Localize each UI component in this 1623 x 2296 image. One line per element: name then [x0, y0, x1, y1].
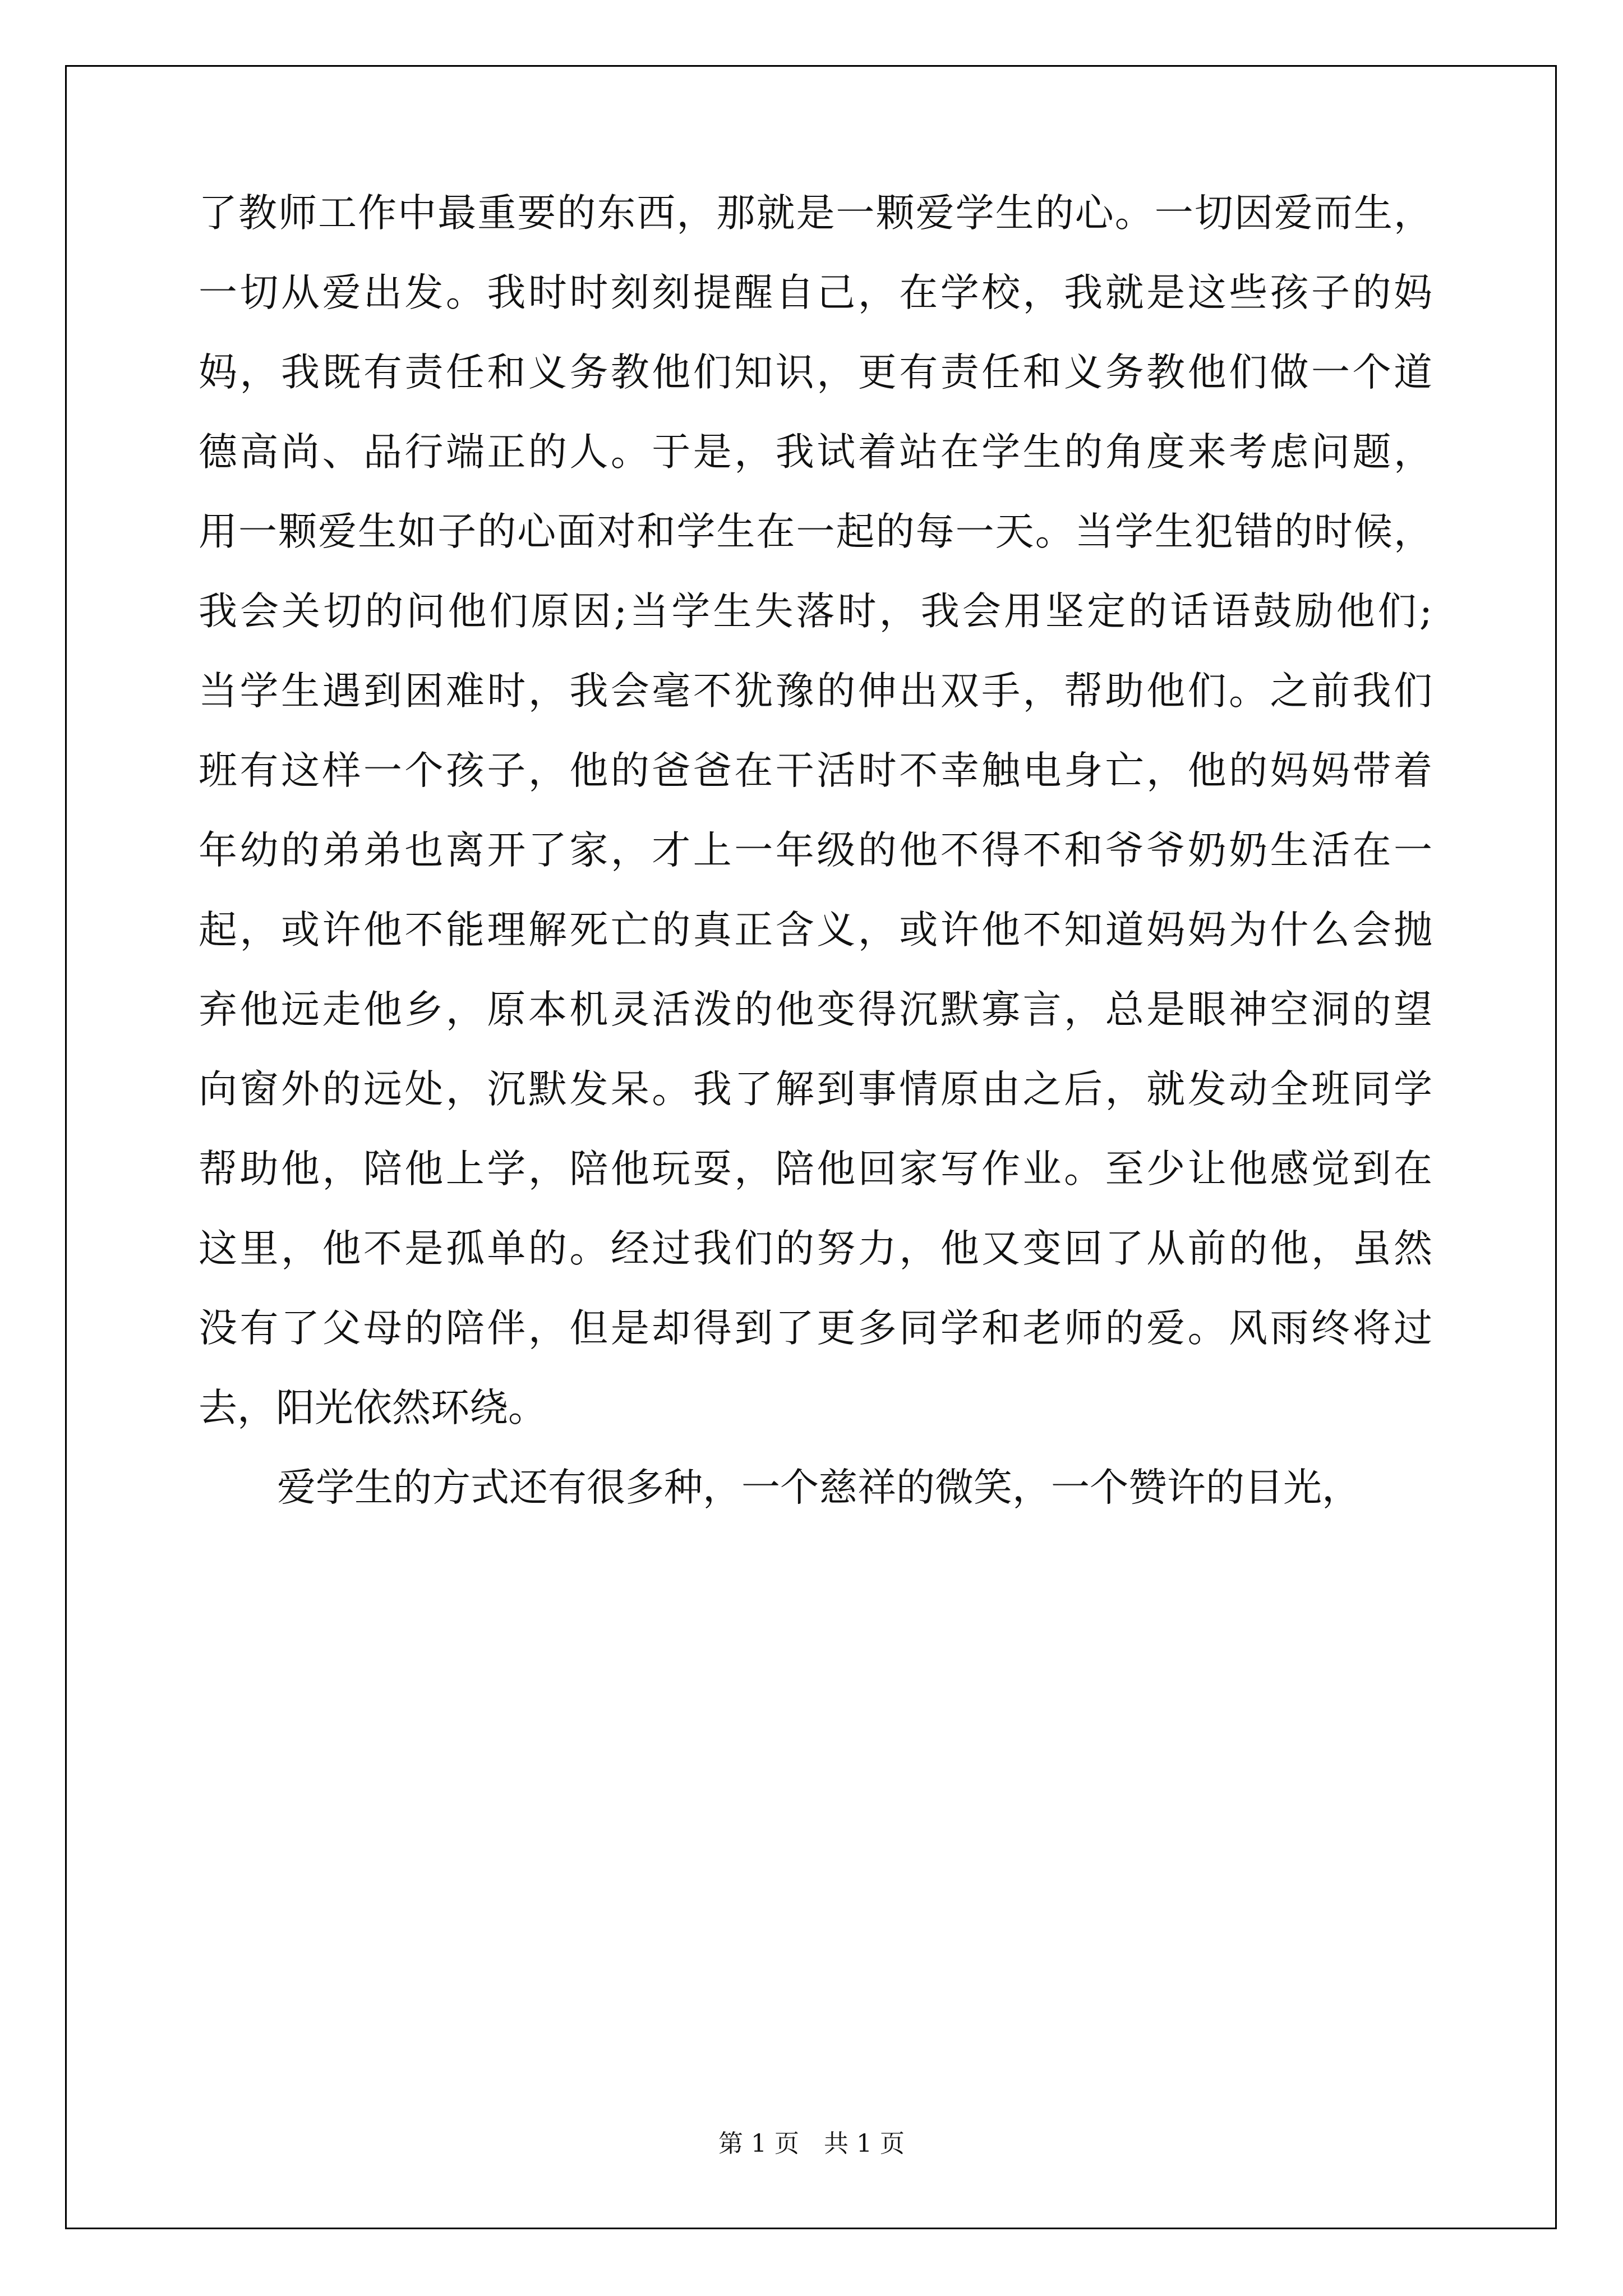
text-line: 妈，我既有责任和义务教他们知识，更有责任和义务教他们做一个道: [199, 350, 1432, 395]
text-line: 起，或许他不能理解死亡的真正含义，或许他不知道妈妈为什么会抛: [199, 908, 1432, 953]
text-line: 向窗外的远处，沉默发呆。我了解到事情原由之后，就发动全班同学: [199, 1067, 1432, 1112]
text-line: 弃他远走他乡，原本机灵活泼的他变得沉默寡言，总是眼神空洞的望: [199, 987, 1432, 1032]
text-line: 爱学生的方式还有很多种，一个慈祥的微笑，一个赞许的目光，: [277, 1465, 1361, 1510]
text-line: 一切从爱出发。我时时刻刻提醒自己，在学校，我就是这些孩子的妈: [199, 270, 1432, 315]
text-line: 没有了父母的陪伴，但是却得到了更多同学和老师的爱。风雨终将过: [199, 1306, 1432, 1351]
page-number-footer: 第 1 页 共 1 页: [718, 2129, 905, 2158]
text-line: 班有这样一个孩子，他的爸爸在干活时不幸触电身亡，他的妈妈带着: [199, 748, 1432, 793]
text-line: 我会关切的问他们原因;当学生失落时，我会用坚定的话语鼓励他们;: [199, 589, 1432, 634]
text-line: 帮助他，陪他上学，陪他玩耍，陪他回家写作业。至少让他感觉到在: [199, 1147, 1432, 1191]
text-line: 当学生遇到困难时，我会毫不犹豫的伸出双手，帮助他们。之前我们: [199, 669, 1432, 714]
text-line: 德高尚、品行端正的人。于是，我试着站在学生的角度来考虑问题，: [199, 430, 1432, 475]
text-line: 了教师工作中最重要的东西，那就是一颗爱学生的心。一切因爱而生，: [199, 191, 1432, 236]
text-line: 这里，他不是孤单的。经过我们的努力，他又变回了从前的他，虽然: [199, 1226, 1432, 1271]
text-line: 用一颗爱生如子的心面对和学生在一起的每一天。当学生犯错的时候，: [199, 509, 1432, 554]
text-line: 去，阳光依然环绕。: [199, 1386, 547, 1430]
text-line: 年幼的弟弟也离开了家，才上一年级的他不得不和爷爷奶奶生活在一: [199, 828, 1432, 873]
